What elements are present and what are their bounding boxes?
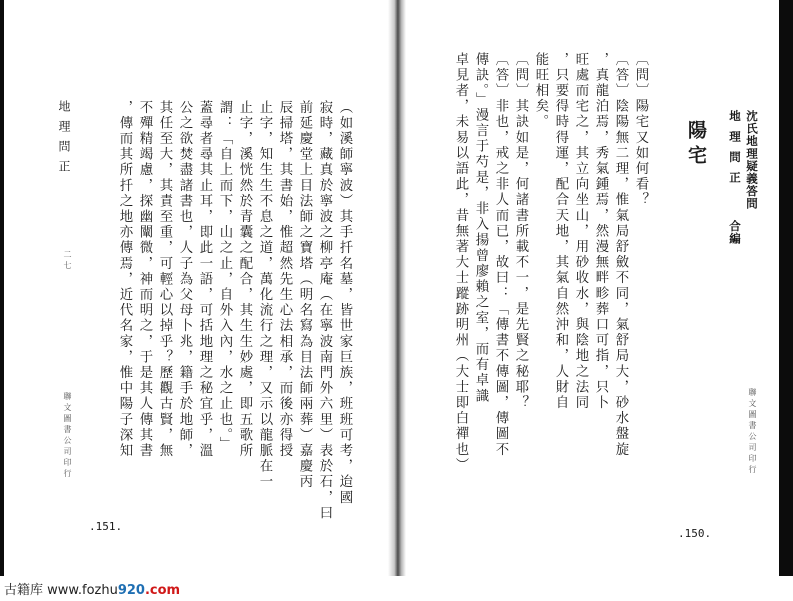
left-text-column: （如溪師寧波）其手扦名墓，皆世家巨族，班班可考，迨國 — [337, 100, 352, 506]
right-text-column: 能旺相矣。 — [533, 52, 548, 130]
right-text-column: 〔問〕陽宅又如何看？ — [633, 52, 648, 208]
left-printer-mark: 聯文圖書公司印行 — [63, 392, 72, 480]
book-subtitle: 地理問正 — [728, 110, 742, 192]
section-title: 陽宅 — [685, 120, 707, 170]
scan-edge-right — [779, 0, 793, 576]
right-text-column: ，只要得時得運，配合天地，其氣自然沖和，人財自 — [553, 52, 568, 411]
book-title: 沈氏地理疑義答問 — [745, 110, 759, 210]
left-page-ref: 二七 — [63, 250, 72, 272]
site-watermark — [4, 579, 180, 598]
book-gutter — [388, 0, 406, 576]
left-running-header: 地理問正 — [57, 100, 71, 180]
right-text-column: 〔答〕陰陽無二理，惟氣局舒斂不同，氣舒局大，砂水盤旋 — [613, 52, 628, 458]
right-text-column: 旺處而宅之，其立向坐山，用砂收水，與陰地之法同 — [573, 52, 588, 411]
right-text-column: 〔問〕其訣如是，何諸書所載不一，是先賢之秘耶？ — [513, 52, 528, 411]
right-text-column: ，真龍泊焉，秀氣鍾焉，然漫無畔畛葬口可指，只卜 — [593, 52, 608, 411]
watermark-prefix: 古籍库 — [4, 583, 44, 598]
left-text-column: 辰掃塔，其書始，惟超然先生心法相承，而後亦得授 — [277, 100, 292, 459]
left-text-column: ，傳而其所扦之地亦傳焉，近代名家，惟中陽子深知 — [117, 100, 132, 459]
left-text-column: 不殫精竭慮，探幽闡微，神而明之，于是其人傳其書 — [137, 100, 152, 459]
right-text-column: 卓見者，未易以語此，昔無著大士蹤跡明州（大士即白禪也） — [453, 52, 468, 474]
watermark-url-suffix: .com — [144, 583, 181, 598]
book-subtitle-suffix: 合編 — [728, 220, 742, 245]
right-printer-mark: 聯文圖書公司印行 — [748, 388, 757, 476]
right-text-column: 〔答〕非也，戒之非人而已，故曰：「傳書不傳圖，傳圖不 — [493, 52, 508, 458]
left-text-column: 公之欲焚盡諸書也，人子為父母卜兆，籍手於地師， — [177, 100, 192, 459]
left-text-column: 止字，知生生不息之道，萬化流行之理，又示以龍脈在一 — [257, 100, 272, 490]
left-page-number: .151. — [89, 520, 123, 533]
right-page-number: .150. — [678, 527, 712, 540]
right-text-column: 傳訣。」漫言于芍是，非入揚曾廖賴之室，而有卓識 — [473, 52, 488, 405]
left-text-column: 謂：「自上而下，山之止，自外入內，水之止也。」 — [217, 100, 232, 453]
left-text-column: 蓋尋者尋其止耳，即此一語，可括地理之秘宜乎，溫 — [197, 100, 212, 459]
watermark-url-part: www.fozhu — [47, 583, 118, 598]
left-text-column: 寂時，藏真於寧波之柳亭庵（在寧波南門外六里）表於石，曰 — [317, 100, 332, 522]
left-text-column: 前延慶堂上目法師之寶塔（明名寫為目法師兩葬）嘉慶丙 — [297, 100, 312, 490]
left-text-column: 其任至大，其責至重，可輕心以掉乎？歷觀古賢，無 — [157, 100, 172, 459]
watermark-url-number: 920 — [117, 583, 145, 598]
left-text-column: 止字，溪恍然於青囊之配合，其生生妙處，即五歌所 — [237, 100, 252, 459]
